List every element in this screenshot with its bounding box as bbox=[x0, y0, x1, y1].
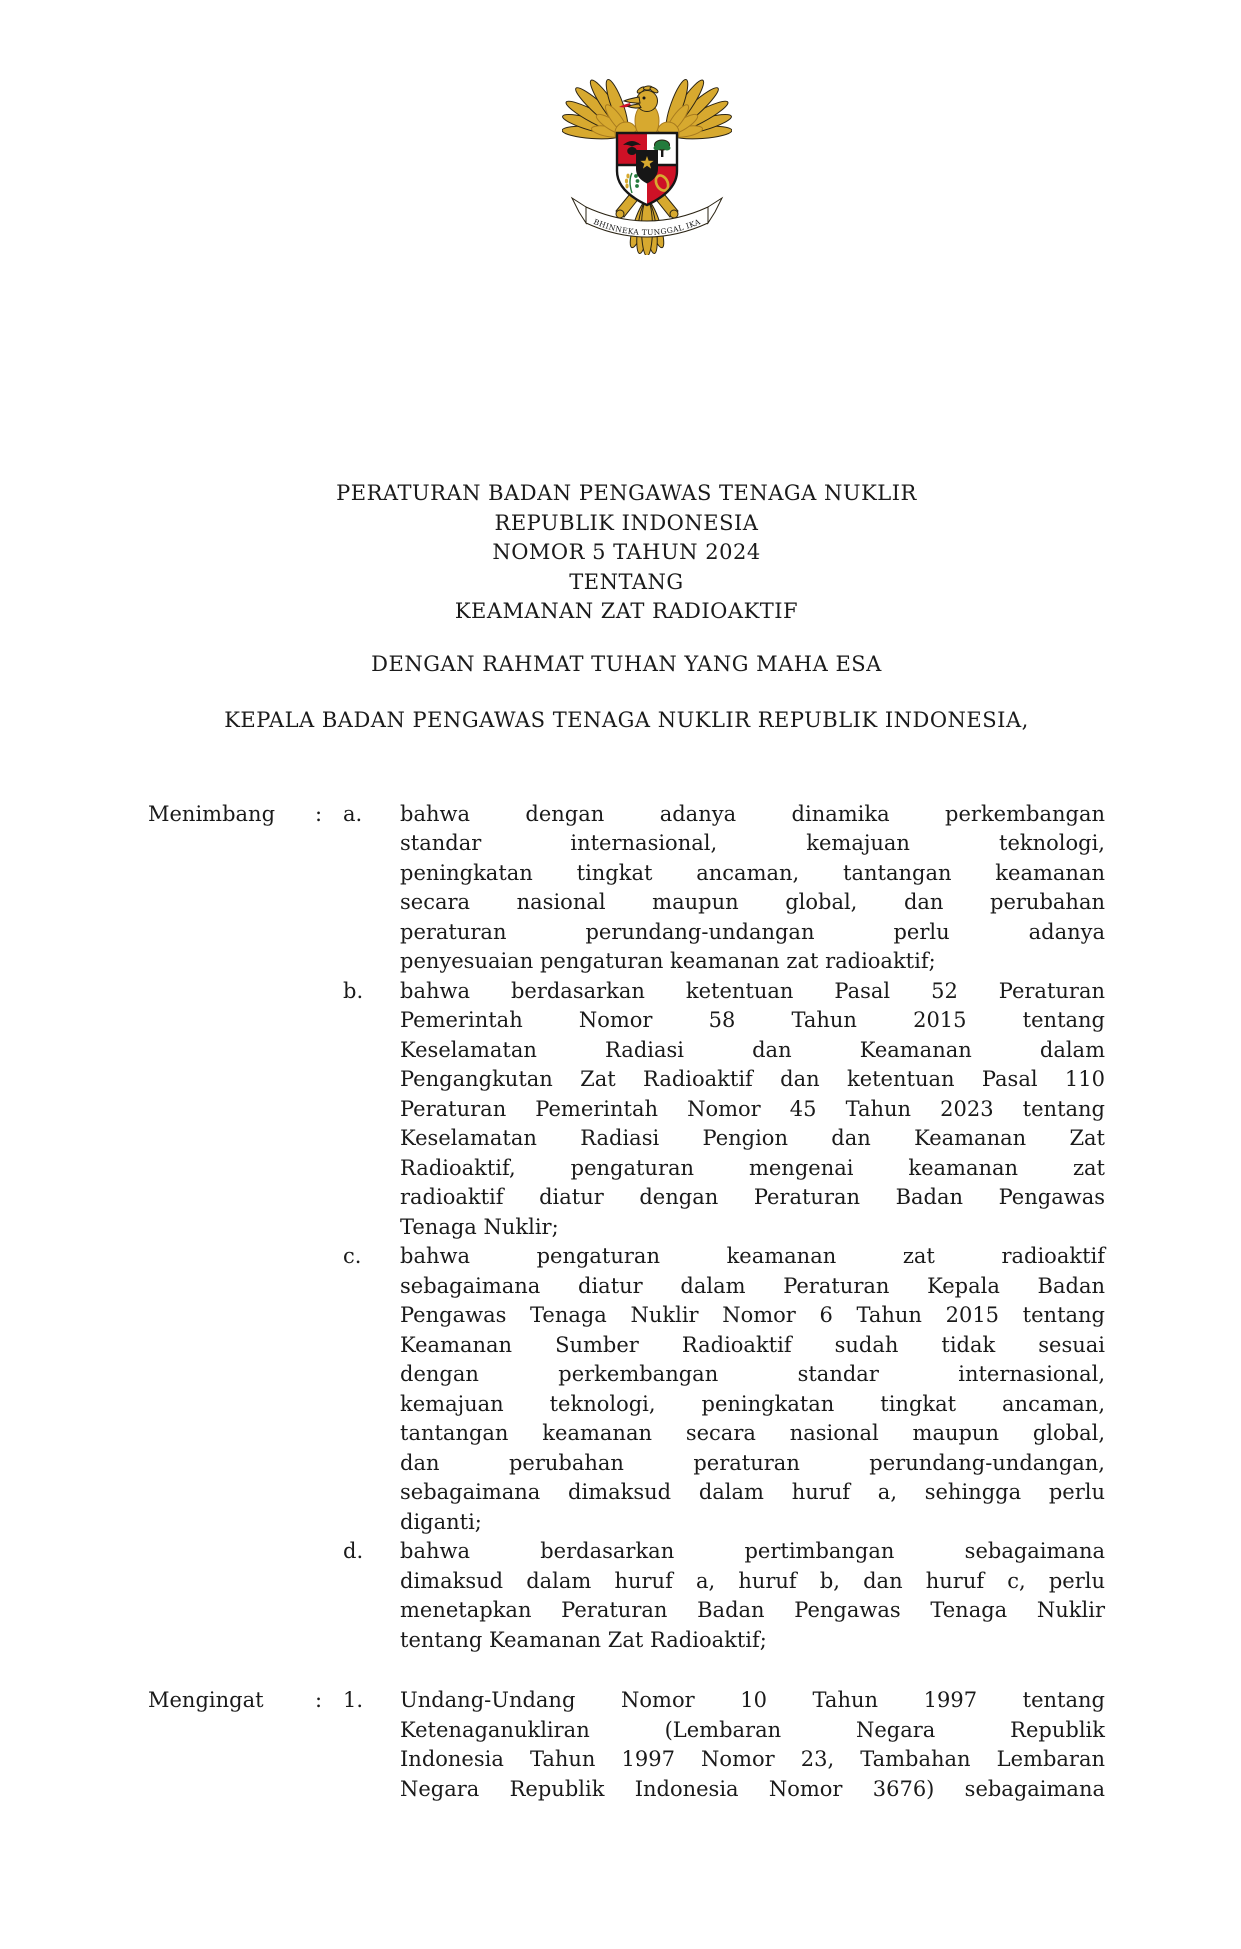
text-line: peningkatan tingkat ancaman, tantangan keamanan bbox=[400, 860, 1105, 885]
text-line: bahwa pengaturan keamanan zat radioaktif bbox=[400, 1244, 1105, 1268]
text-line: Negara Republik Indonesia Nomor 3676) sebagaimana bbox=[400, 1776, 1105, 1801]
menimbang-section bbox=[148, 800, 1105, 1656]
section-colon bbox=[315, 1242, 343, 1243]
text-line: Indonesia Tahun 1997 Nomor 23, Tambahan Lembaran bbox=[400, 1747, 1105, 1771]
text-line: Ketenaganukliran (Lembaran Negara Republik bbox=[400, 1717, 1105, 1742]
section-colon bbox=[315, 977, 343, 978]
text-line: Undang-Undang Nomor 10 Tahun 1997 tentang bbox=[400, 1688, 1105, 1712]
menimbang-item-c bbox=[148, 1242, 1105, 1537]
text-line: NOMOR 5 TAHUN 2024 bbox=[492, 540, 761, 564]
section-label: Mengingat bbox=[148, 1688, 264, 1712]
text-line: secara nasional maupun global, dan perubahan bbox=[400, 890, 1105, 914]
item-marker: d. bbox=[343, 1539, 364, 1563]
text-line: KEAMANAN ZAT RADIOAKTIF bbox=[454, 599, 799, 623]
text-line: PERATURAN BADAN PENGAWAS TENAGA NUKLIR bbox=[336, 481, 917, 505]
mengingat-item-1 bbox=[148, 1686, 1105, 1804]
text-line: Peraturan Pemerintah Nomor 45 Tahun 2023 tentang bbox=[400, 1096, 1105, 1121]
motto-text: BHINNEKA TUNGGAL IKA bbox=[591, 217, 702, 238]
text-line: tantangan keamanan secara nasional maupun global, bbox=[400, 1421, 1105, 1445]
text-line: menetapkan Peraturan Badan Pengawas Tenaga Nuklir bbox=[400, 1598, 1105, 1622]
text-line: tentang Keamanan Zat Radioaktif; bbox=[400, 1627, 767, 1652]
item-marker: 1. bbox=[343, 1688, 364, 1712]
text-line: Pengawas Tenaga Nuklir Nomor 6 Tahun 2015 tentang bbox=[400, 1303, 1105, 1327]
text-line: dimaksud dalam huruf a, huruf b, dan huruf c, perlu bbox=[400, 1568, 1105, 1593]
text-line: Tenaga Nuklir; bbox=[400, 1214, 559, 1239]
section-colon bbox=[315, 1537, 343, 1538]
section-label bbox=[148, 1242, 315, 1243]
text-line: penyesuaian pengaturan keamanan zat radioaktif; bbox=[400, 949, 936, 973]
text-line: bahwa berdasarkan ketentuan Pasal 52 Peraturan bbox=[400, 978, 1105, 1003]
text-line: Keamanan Sumber Radioaktif sudah tidak sesuai bbox=[400, 1332, 1105, 1357]
text-line: sebagaimana diatur dalam Peraturan Kepala Badan bbox=[400, 1273, 1105, 1298]
item-marker: c. bbox=[343, 1244, 362, 1268]
preamble-sections bbox=[148, 800, 1105, 1805]
text-line: peraturan perundang-undangan perlu adanya bbox=[400, 919, 1105, 944]
section-colon: : bbox=[315, 801, 323, 826]
item-text bbox=[400, 1686, 1105, 1804]
menimbang-item-a bbox=[148, 800, 1105, 977]
section-colon: : bbox=[315, 1688, 323, 1712]
official-line: KEPALA BADAN PENGAWAS TENAGA NUKLIR REPUBLIK INDONESIA, bbox=[224, 708, 1029, 732]
invocation-line: DENGAN RAHMAT TUHAN YANG MAHA ESA bbox=[371, 651, 882, 676]
text-line: Pemerintah Nomor 58 Tahun 2015 tentang bbox=[400, 1008, 1105, 1032]
pancasila-shield bbox=[617, 133, 677, 207]
head bbox=[619, 86, 659, 112]
text-line: REPUBLIK INDONESIA bbox=[494, 510, 759, 535]
text-line: bahwa berdasarkan pertimbangan sebagaimana bbox=[400, 1539, 1105, 1563]
item-marker: a. bbox=[343, 801, 363, 826]
item-text bbox=[400, 800, 1105, 977]
menimbang-item-b bbox=[148, 977, 1105, 1243]
text-line: Keselamatan Radiasi Pengion dan Keamanan Zat bbox=[400, 1126, 1105, 1150]
mengingat-section bbox=[148, 1686, 1105, 1804]
document-body bbox=[148, 479, 1105, 1804]
section-label: Menimbang bbox=[148, 801, 276, 826]
section-label bbox=[148, 977, 315, 978]
menimbang-item-d bbox=[148, 1537, 1105, 1655]
text-line: Radioaktif, pengaturan mengenai keamanan zat bbox=[400, 1155, 1105, 1180]
text-line: bahwa dengan adanya dinamika perkembangan bbox=[400, 801, 1105, 826]
item-text bbox=[400, 1537, 1105, 1655]
item-text bbox=[400, 1242, 1105, 1537]
regulation-title bbox=[148, 479, 1105, 627]
text-line: dengan perkembangan standar internasional, bbox=[400, 1362, 1105, 1386]
text-line: sebagaimana dimaksud dalam huruf a, sehingga perlu bbox=[400, 1480, 1105, 1504]
text-line: TENTANG bbox=[569, 569, 684, 594]
garuda-pancasila-emblem bbox=[562, 75, 732, 255]
text-line: kemajuan teknologi, peningkatan tingkat ancaman, bbox=[400, 1391, 1105, 1416]
item-text bbox=[400, 977, 1105, 1243]
text-line: standar internasional, kemajuan teknologi, bbox=[400, 831, 1105, 855]
section-label bbox=[148, 1537, 315, 1538]
item-marker: b. bbox=[343, 978, 364, 1003]
text-line: dan perubahan peraturan perundang-undangan, bbox=[400, 1450, 1105, 1475]
text-line: diganti; bbox=[400, 1509, 482, 1534]
text-line: radioaktif diatur dengan Peraturan Badan Pengawas bbox=[400, 1185, 1105, 1209]
text-line: Pengangkutan Zat Radioaktif dan ketentuan Pasal 110 bbox=[400, 1067, 1105, 1091]
text-line: Keselamatan Radiasi dan Keamanan dalam bbox=[400, 1037, 1105, 1062]
